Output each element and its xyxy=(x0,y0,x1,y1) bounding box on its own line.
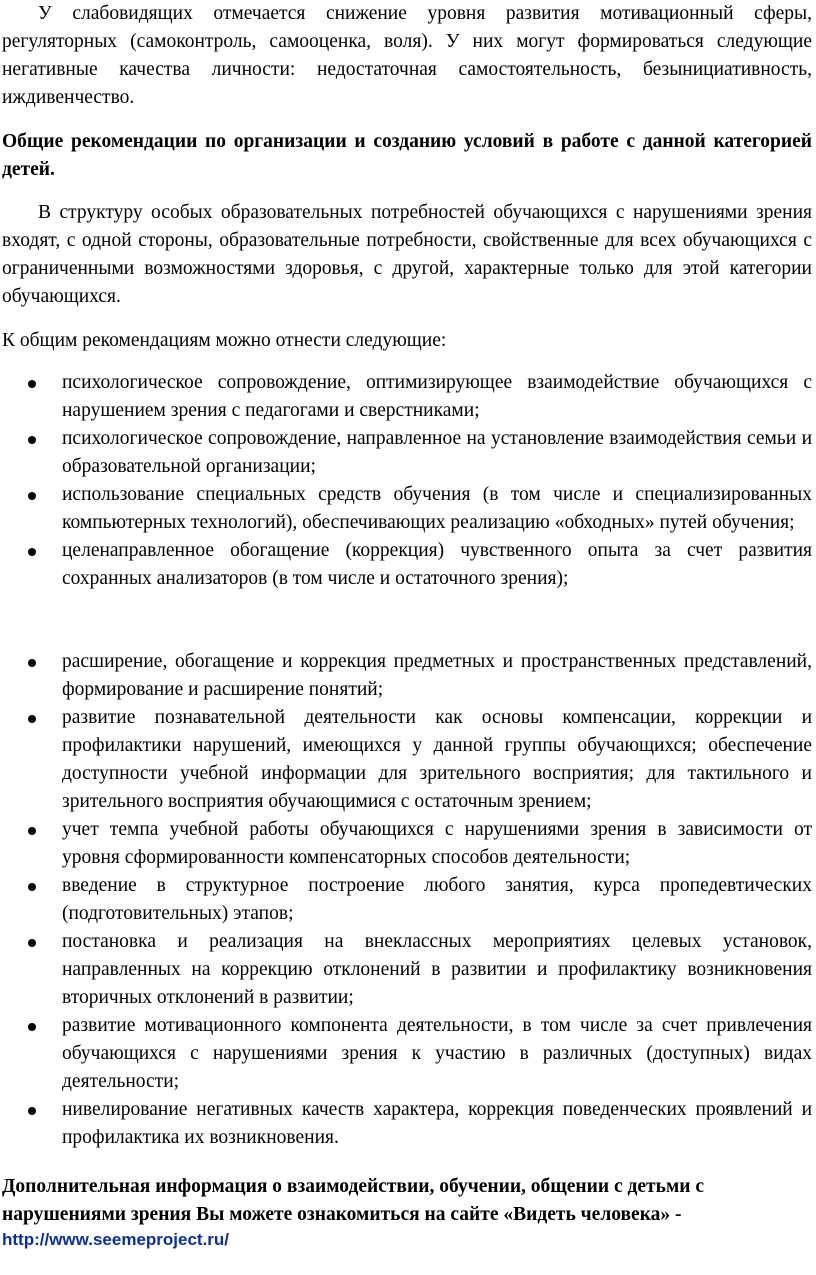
bullet-icon xyxy=(28,827,36,835)
list-intro: К общим рекомендациям можно отнести следующие: xyxy=(2,330,447,351)
bullet-icon xyxy=(28,939,36,947)
list-item: психологическое сопровождение, оптимизирующее взаимодействие обучающихся с нарушением зрения с педагогами и сверстниками; xyxy=(0,369,812,425)
bullet-icon xyxy=(28,1023,36,1031)
footer-info xyxy=(2,1173,812,1229)
list-item: постановка и реализация на внеклассных мероприятиях целевых установок, направленных на коррекцию отклонений в развитии и профилактику возникновения вторичных отклонений в развитии; xyxy=(0,928,812,1012)
list-item: развитие мотивационного компонента деятельности, в том числе за счет привлечения обучающихся с нарушениями зрения к участию в различных (доступных) видах деятельности; xyxy=(0,1012,812,1096)
recommendations-list-2 xyxy=(0,648,812,1152)
list-item: учет темпа учебной работы обучающихся с нарушениями зрения в зависимости от уровня сформированности компенсаторных способов деятельности; xyxy=(0,816,812,872)
list-item: развитие познавательной деятельности как основы компенсации, коррекции и профилактики нарушений, имеющихся у данной группы обучающихся; обеспечение доступности учебной информации для зрительного восприятия; для тактильного и зрительного восприятия обучающимися с остаточным зрением; xyxy=(0,704,812,816)
intro-paragraph: У слабовидящих отмечается снижение уровня развития мотивационный сферы, регуляторных (самоконтроль, самооценка, воля). У них могут формироваться следующие негативные качества личности: недостаточная самостоятельность, безынициативность, иждивенчество. xyxy=(2,3,812,108)
list-item: введение в структурное построение любого занятия, курса пропедевтических (подготовительных) этапов; xyxy=(0,872,812,928)
list-item: нивелирование негативных качеств характера, коррекция поведенческих проявлений и профилактика их возникновения. xyxy=(0,1096,812,1152)
bullet-icon xyxy=(28,436,36,444)
footer-text: Дополнительная информация о взаимодействии, обучении, общении с детьми с нарушениями зрения Вы можете ознакомиться на сайте «Видеть человека» - xyxy=(2,1176,704,1225)
recommendations-list-1 xyxy=(0,369,812,593)
bullet-icon xyxy=(28,659,36,667)
bullet-icon xyxy=(28,548,36,556)
bullet-icon xyxy=(28,492,36,500)
bullet-icon xyxy=(28,1107,36,1115)
bullet-icon xyxy=(28,715,36,723)
list-item: использование специальных средств обучения (в том числе и специализированных компьютерных технологий), обеспечивающих реализацию «обходных» путей обучения; xyxy=(0,481,812,537)
seemeproject-link[interactable]: http://www.seemeproject.ru/ xyxy=(2,1230,230,1249)
structure-paragraph: В структуру особых образовательных потребностей обучающихся с нарушениями зрения входят, с одной стороны, образовательные потребности, свойственные для всех обучающихся с ограниченными возможностями здоровья, с другой, характерные только для этой категории обучающихся. xyxy=(2,202,812,307)
bullet-icon xyxy=(28,380,36,388)
bullet-icon xyxy=(28,883,36,891)
list-item: расширение, обогащение и коррекция предметных и пространственных представлений, формирование и расширение понятий; xyxy=(0,648,812,704)
list-item: психологическое сопровождение, направленное на установление взаимодействия семьи и образовательной организации; xyxy=(0,425,812,481)
section-heading: Общие рекомендации по организации и созданию условий в работе с данной категорией детей. xyxy=(2,131,812,180)
list-item: целенаправленное обогащение (коррекция) чувственного опыта за счет развития сохранных анализаторов (в том числе и остаточного зрения); xyxy=(0,537,812,593)
